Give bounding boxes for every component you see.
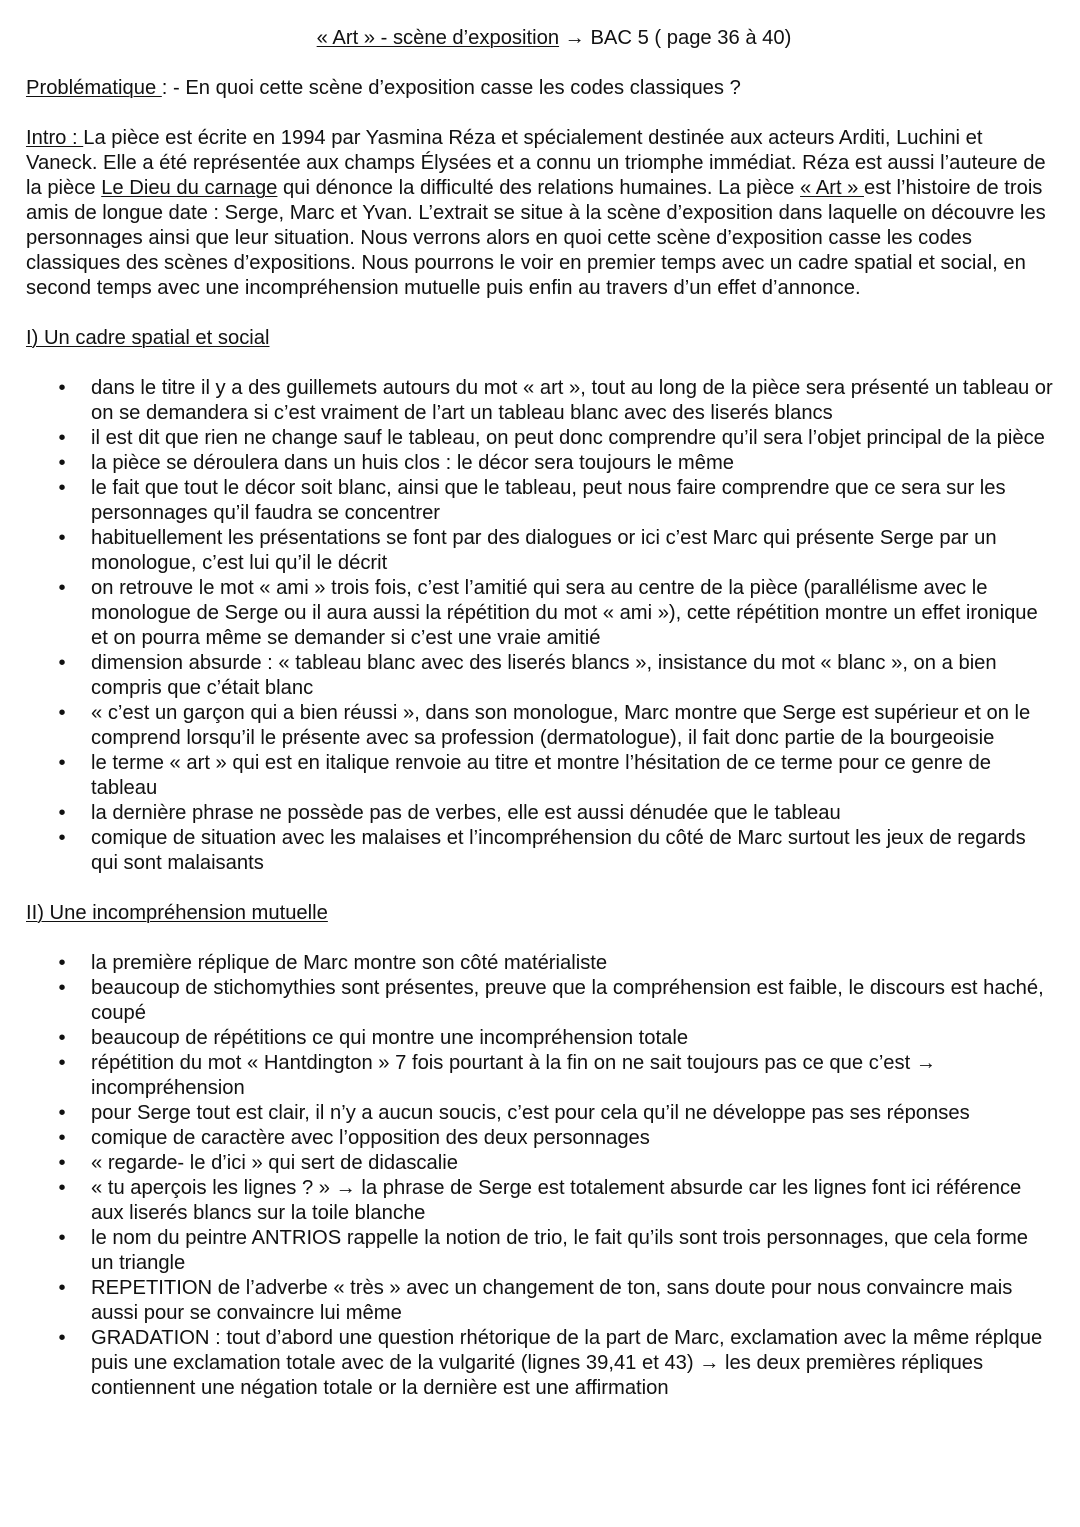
bullet-icon: • [58,577,66,599]
list-item-text: « c’est un garçon qui a bien réussi », dans son monologue, Marc montre que Serge est supérieur et on le comprend lorsqu’il le présente avec sa profession (dermatologue), il fait donc partie de la bourgeoisie [91,702,1031,749]
bullet-icon: • [58,1052,66,1074]
list-item [26,976,1056,1026]
list-item [26,826,1056,876]
bullet-icon: • [58,377,66,399]
title-suffix: → BAC 5 ( page 36 à 40) [559,27,792,49]
section-heading-1-text: I) Un cadre spatial et social [26,327,270,349]
bullet-icon: • [58,827,66,849]
list-item-text: la première réplique de Marc montre son côté matérialiste [91,952,608,974]
bullet-icon: • [58,1177,66,1199]
title-underlined: « Art » - scène d’exposition [316,27,560,49]
list-item [26,526,1056,576]
list-item [26,1226,1056,1276]
bullet-icon: • [58,1227,66,1249]
list-item-text: REPETITION de l’adverbe « très » avec un changement de ton, sans doute pour nous convaincre mais aussi pour se convaincre lui même [91,1277,1013,1324]
list-item [26,1051,1056,1101]
list-item-text: dimension absurde : « tableau blanc avec des liserés blancs », insistance du mot « blanc », on a bien compris que c’était blanc [91,652,997,699]
list-item-text: « tu aperçois les lignes ? » → la phrase de Serge est totalement absurde car les lignes font ici référence aux liserés blancs sur la toile blanche [91,1177,1022,1224]
section-heading-2 [26,901,1056,926]
intro-work-title-1: Le Dieu du carnage [101,177,278,199]
list-item-text: le nom du peintre ANTRIOS rappelle la notion de trio, le fait qu’ils sont trois personnages, que cela forme un triangle [91,1227,1028,1274]
list-item [26,426,1056,451]
list-item [26,1101,1056,1126]
document-page [26,26,1056,1401]
list-item-text: dans le titre il y a des guillemets autours du mot « art », tout au long de la pièce sera présenté un tableau or on se demandera si c’est vraiment de l’art un tableau blanc avec des liserés blancs [91,377,1053,424]
problematique [26,76,1056,101]
list-item-text: habituellement les présentations se font par des dialogues or ici c’est Marc qui présente Serge par un monologue, c’est lui qu’il le décrit [91,527,997,574]
bullet-icon: • [58,1152,66,1174]
bullet-icon: • [58,1327,66,1349]
bullet-icon: • [58,477,66,499]
list-item [26,751,1056,801]
section-heading-2-text: II) Une incompréhension mutuelle [26,902,328,924]
list-item-text: comique de situation avec les malaises et l’incompréhension du côté de Marc surtout les jeux de regards qui sont malaisants [91,827,1026,874]
bullet-icon: • [58,527,66,549]
list-item [26,1176,1056,1226]
bullet-icon: • [58,427,66,449]
list-item-text: beaucoup de stichomythies sont présentes, preuve que la compréhension est faible, le discours est haché, coupé [91,977,1044,1024]
list-item [26,951,1056,976]
list-item-text: on retrouve le mot « ami » trois fois, c’est l’amitié qui sera au centre de la pièce (parallélisme avec le monologue de Serge ou il aura aussi la répétition du mot « ami »), cette répétition montre un effet ironique et on pourra même se demander si c’est une vraie amitié [91,577,1038,649]
bullet-icon: • [58,802,66,824]
intro-text-3: est l’histoire de trois amis de longue date : Serge, Marc et Yvan. L’extrait se situe à la scène d’exposition dans laquelle on découvre les personnages ainsi que leur situation. Nous verrons alors en quoi cette scène d’exposition casse les codes classiques des scènes d’expositions. Nous pourrons le voir en premier temps avec un cadre spatial et social, en second temps avec une incompréhension mutuelle puis enfin au travers d’un effet d’annonce. [26,177,1046,299]
section-2-bullet-list [26,951,1056,1401]
list-item [26,376,1056,426]
bullet-icon: • [58,702,66,724]
list-item [26,1326,1056,1401]
bullet-icon: • [58,1102,66,1124]
bullet-icon: • [58,752,66,774]
list-item-text: « regarde- le d’ici » qui sert de didascalie [91,1152,458,1174]
list-item [26,476,1056,526]
intro-work-title-2: « Art » [800,177,864,199]
bullet-icon: • [58,952,66,974]
list-item [26,801,1056,826]
list-item [26,1026,1056,1051]
list-item-text: la dernière phrase ne possède pas de verbes, elle est aussi dénudée que le tableau [91,802,841,824]
list-item-text: répétition du mot « Hantdington » 7 fois pourtant à la fin on ne sait toujours pas ce que c’est → incompréhension [91,1052,937,1099]
list-item [26,576,1056,651]
list-item-text: il est dit que rien ne change sauf le tableau, on peut donc comprendre qu’il sera l’objet principal de la pièce [91,427,1045,449]
list-item [26,701,1056,751]
list-item [26,1276,1056,1326]
list-item [26,651,1056,701]
list-item [26,1126,1056,1151]
bullet-icon: • [58,977,66,999]
intro-paragraph [26,126,1056,301]
document-title [26,26,1056,51]
intro-text-2: qui dénonce la difficulté des relations humaines. La pièce [277,177,801,199]
bullet-icon: • [58,652,66,674]
intro-label: Intro : [26,127,84,149]
list-item-text: le terme « art » qui est en italique renvoie au titre et montre l’hésitation de ce terme pour ce genre de tableau [91,752,991,799]
section-1-bullet-list [26,376,1056,876]
bullet-icon: • [58,1027,66,1049]
bullet-icon: • [58,1277,66,1299]
list-item [26,1151,1056,1176]
list-item-text: beaucoup de répétitions ce qui montre une incompréhension totale [91,1027,689,1049]
list-item-text: le fait que tout le décor soit blanc, ainsi que le tableau, peut nous faire comprendre que ce sera sur les personnages qu’il faudra se concentrer [91,477,1006,524]
bullet-icon: • [58,1127,66,1149]
problematique-text: : - En quoi cette scène d’exposition casse les codes classiques ? [161,77,741,99]
bullet-icon: • [58,452,66,474]
list-item-text: pour Serge tout est clair, il n’y a aucun soucis, c’est pour cela qu’il ne développe pas ses réponses [91,1102,970,1124]
section-heading-1 [26,326,1056,351]
list-item-text: la pièce se déroulera dans un huis clos : le décor sera toujours le même [91,452,734,474]
list-item-text: comique de caractère avec l’opposition des deux personnages [91,1127,650,1149]
problematique-label: Problématique [26,77,162,99]
list-item [26,451,1056,476]
list-item-text: GRADATION : tout d’abord une question rhétorique de la part de Marc, exclamation avec la même réplque puis une exclamation totale avec de la vulgarité (lignes 39,41 et 43) → les deux premières répliques contiennent une négation totale or la dernière est une affirmation [91,1327,1043,1399]
intro-text-1: La pièce est écrite en 1994 par Yasmina Réza et spécialement destinée aux acteurs Arditi, Luchini et Vaneck. Elle a été représentée aux champs Élysées et a connu un triomphe immédiat. Réza est aussi l’auteure de la pièce [26,127,1046,199]
